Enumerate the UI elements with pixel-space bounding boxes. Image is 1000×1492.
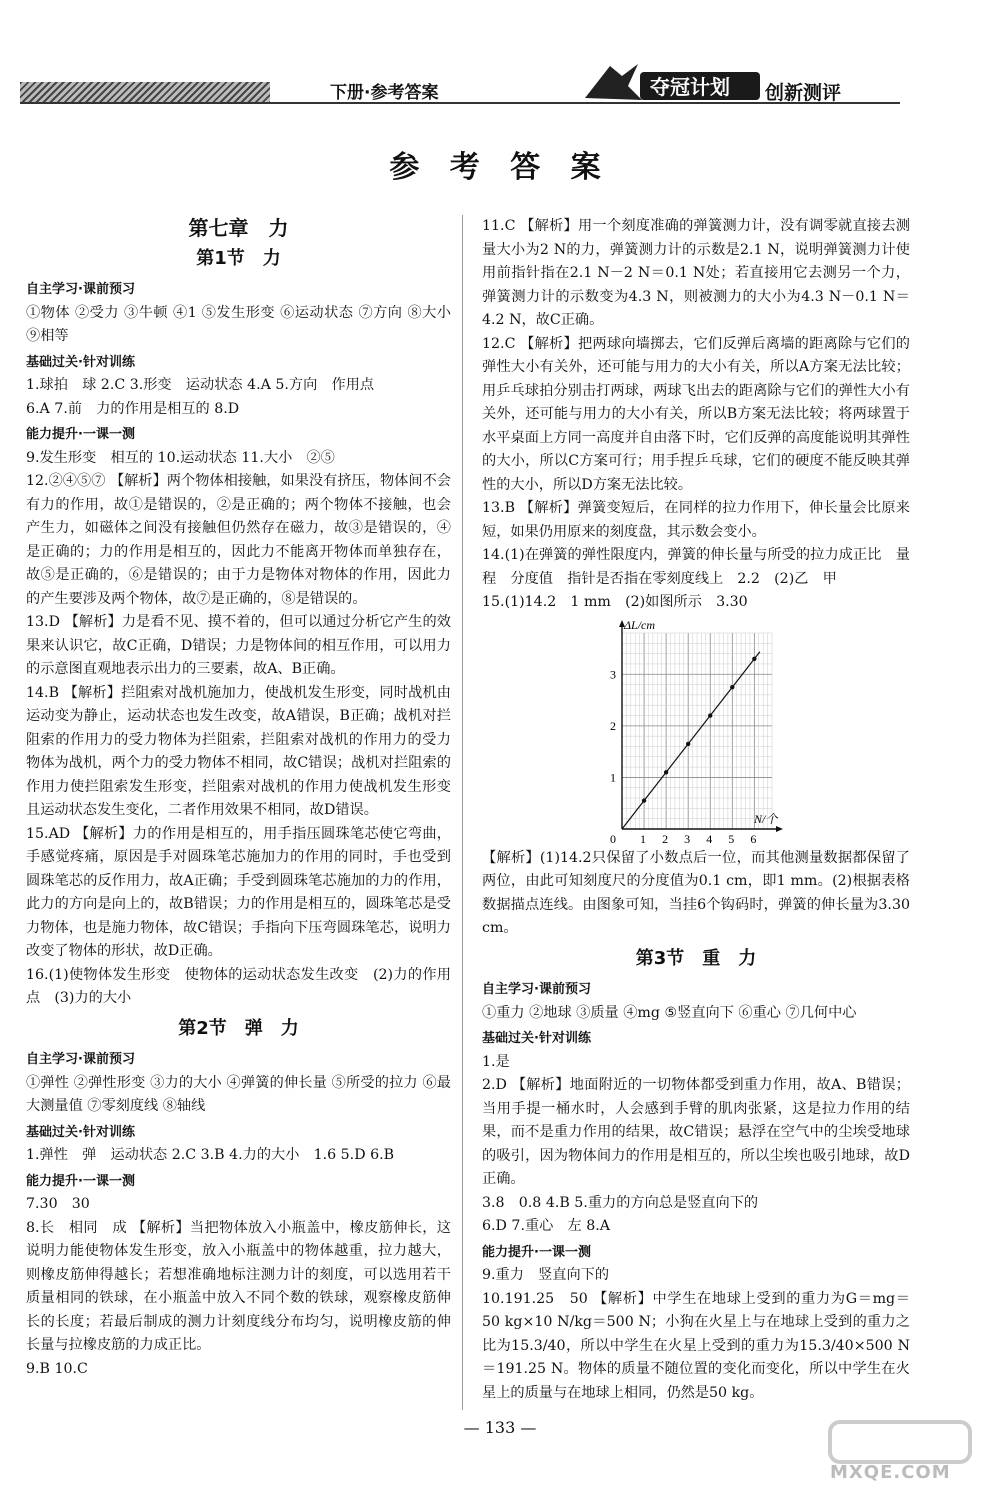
series-line	[622, 651, 760, 828]
answer-item: 8.长 相同 成 【解析】当把物体放入小瓶盖中，橡皮筋伸长，这说明力能使物体发生形变，放入小瓶盖中的物体越重，拉力越大，则橡皮筋伸得越长；若想准确地标注测力计的刻度，可以选用若干质量相同的铁球，在小瓶盖中放入不同个数的铁球，观察橡皮筋伸长的长度；若最后制成的测力计刻度线分布均匀，说明橡皮筋的伸长量与拉橡皮筋的力成正比。	[26, 1219, 451, 1353]
answer-item: 1.球拍 球 2.C 3.形变 运动状态 4.A 5.方向 作用点	[26, 377, 375, 393]
answer-item: 16.(1)使物体发生形变 使物体的运动状态发生改变 (2)力的作用点 (3)力的大小	[26, 966, 451, 1006]
subheading: 基础过关·针对训练	[26, 354, 135, 370]
answer-item: ①弹性 ②弹性形变 ③力的大小 ④弹簧的伸长量 ⑤所受的拉力 ⑥最大测量值 ⑦零刻度线 ⑧轴线	[26, 1074, 451, 1114]
chapter-title: 第七章 力	[188, 216, 289, 240]
answer-item: ①重力 ②地球 ③质量 ④mg ⑤竖直向下 ⑥重心 ⑦几何中心	[482, 1004, 857, 1021]
chart-svg	[602, 617, 792, 845]
data-point	[664, 770, 668, 774]
y-tick-label: 2	[610, 718, 616, 733]
x-tick-label: 6	[750, 831, 757, 845]
data-point	[708, 713, 712, 717]
answer-item: 6.D 7.重心 左 8.A	[482, 1218, 610, 1234]
header-center-text: 下册·参考答案	[330, 83, 439, 103]
svg-text:夺冠计划: 夺冠计划	[650, 75, 730, 99]
subheading: 基础过关·针对训练	[26, 1124, 135, 1140]
answer-item: 13.D 【解析】力是看不见、摸不着的，但可以通过分析它产生的效果来认识它，故C正确，D错误；力是物体间的相互作用，可以用力的示意图直观地表示出力的三要素，故A、B正确。	[26, 614, 451, 677]
data-point	[686, 741, 690, 745]
x-tick-label: 0	[610, 831, 616, 845]
y-tick-label: 3	[610, 666, 616, 681]
data-point	[642, 798, 646, 802]
subheading: 自主学习·课前预习	[26, 1052, 135, 1067]
brand-logo	[580, 60, 780, 104]
answer-item: 12.②④⑤⑦ 【解析】两个物体相接触，如果没有挤压，物体间不会有力的作用，故①是错误的，②是正确的；两个物体不接触，也会产生力，如磁体之间没有接触但仍然存在磁力，故③是错误的，④是正确的；力的作用是相互的，因此力不能离开物体而单独存在，故⑤是正确的，⑥是错误的；由于力是物体对物体的作用，因此力的产生要涉及两个物体，故⑦是正确的，⑧是错误的。	[26, 473, 451, 607]
answer-item: 10.191.25 50 【解析】中学生在地球上受到的重力为G＝mg＝50 kg×10 N/kg＝500 N；小狗在火星上与在地球上受到的重力之比为15.3/40，所以中学生在火星上受到的重力为15.3/40×500 N＝191.25 N。物体的质量不随位置的变化而变化，所以中学生在火星上的质量与在地球上相同，仍然是50 kg。	[482, 1290, 910, 1401]
spring-extension-graph	[602, 617, 792, 845]
answer-item: 2.D 【解析】地面附近的一切物体都受到重力作用，故A、B错误；当用手提一桶水时，人会感到手臂的肌肉张紧，这是拉力作用的结果，而不是重力作用的结果，故C错误；悬浮在空气中的尘埃受地球的吸引，因为物体间力的作用是相互的，所以尘埃也吸引地球，故D正确。	[482, 1077, 910, 1187]
subheading: 基础过关·针对训练	[482, 1031, 591, 1046]
answer-item: 15.AD 【解析】力的作用是相互的，用手指压圆珠笔芯使它弯曲，手感觉疼痛，原因是手对圆珠笔芯施加力的作用的同时，手也受到圆珠笔芯的反作用力，故A正确；手受到圆珠笔芯施加的力的作用，此力的方向是向上的，故B错误；力的作用是相互的，圆珠笔芯是受力物体，也是施力物体，故C错误；手指向下压弯圆珠笔芯，说明力改变了物体的形状，故D正确。	[26, 825, 451, 959]
x-tick-label: 5	[728, 831, 735, 845]
answer-item: 【解析】(1)14.2只保留了小数点后一位，而其他测量数据都保留了两位，由此可知刻度尺的分度值为0.1 cm，即1 mm。(2)根据表格数据描点连线。由图象可知，当挂6个钩码时，弹簧的伸长量为3.30 cm。	[482, 849, 910, 936]
answer-item: 12.C 【解析】把两球向墙掷去，它们反弹后离墙的距离除与它们的弹性大小有关外，还可能与用力的大小有关，所以A方案无法比较；用乒乓球拍分别击打两球，两球飞出去的距离除与它们的弹性大小有关外，还可能与用力的大小有关，所以B方案无法比较；将两球置于水平桌面上方同一高度并自由落下时，它们反弹的高度能说明其弹性的大小，所以C方案可行；用手捏乒乓球，它们的硬度不能反映其弹性的大小，所以D方案无法比较。	[482, 335, 910, 493]
subheading: 自主学习·课前预习	[26, 282, 135, 297]
answer-item: 14.(1)在弹簧的弹性限度内，弹簧的伸长量与所受的拉力成正比 量程 分度值 指针是否指在零刻度线上 2.2 (2)乙 甲	[482, 547, 910, 587]
page-title: 参 考 答 案	[389, 150, 611, 185]
answer-item: 13.B 【解析】弹簧变短后，在同样的拉力作用下，伸长量会比原来短，如果仍用原来的刻度盘，其示数会变小。	[482, 500, 910, 540]
answer-item: 7.30 30	[26, 1196, 90, 1212]
x-tick-label: 3	[684, 831, 691, 845]
answer-item: 1.弹性 弹 运动状态 2.C 3.B 4.力的大小 1.6 5.D 6.B	[26, 1147, 395, 1163]
answer-item: ①物体 ②受力 ③牛顿 ④1 ⑤发生形变 ⑥运动状态 ⑦方向 ⑧大小 ⑨相等	[26, 304, 451, 344]
answer-item: 9.发生形变 相互的 10.运动状态 11.大小 ②⑤	[26, 449, 335, 466]
watermark-text: MXQE.COM	[830, 1462, 951, 1483]
answer-item: 6.A 7.前 力的作用是相互的 8.D	[26, 400, 240, 417]
section-1-title: 第1节 力	[196, 247, 281, 269]
page-number: — 133 —	[463, 1418, 537, 1437]
subheading: 自主学习·课前预习	[482, 982, 591, 997]
left-column	[26, 215, 451, 1381]
y-axis-label: ΔL/cm	[624, 617, 656, 632]
right-column	[482, 215, 910, 1405]
section-2-title: 第2节 弹 力	[178, 1017, 299, 1039]
x-axis-arrow	[776, 826, 783, 832]
subheading: 能力提升·一课一测	[26, 1173, 135, 1189]
x-tick-label: 4	[706, 831, 713, 845]
x-tick-label: 2	[662, 831, 669, 845]
answer-item: 3.8 0.8 4.B 5.重力的方向总是竖直向下的	[482, 1194, 759, 1211]
answer-item: 15.(1)14.2 1 mm (2)如图所示 3.30	[482, 594, 748, 610]
answer-item: 1.是	[482, 1053, 510, 1070]
answer-item: 11.C 【解析】用一个刻度准确的弹簧测力计，没有调零就直接去测量大小为2 N的力，弹簧测力计的示数是2.1 N，说明弹簧测力计使用前指针指在2.1 N－2 N＝0.1 N处；若直接用它去测另一个力，弹簧测力计的示数变为4.3 N，则被测力的大小为4.3 N－0.1 N＝4.2 N，故C正确。	[482, 218, 910, 328]
y-tick-label: 1	[610, 769, 616, 784]
brand-name: 创新测评	[765, 82, 842, 104]
subheading: 能力提升·一课一测	[482, 1244, 591, 1260]
section-3-title: 第3节 重 力	[635, 947, 757, 969]
x-tick-label: 1	[640, 831, 647, 845]
column-divider	[462, 215, 463, 1410]
x-axis-label: N/个	[754, 811, 778, 826]
data-point	[752, 656, 756, 660]
data-point	[730, 684, 734, 688]
subheading: 能力提升·一课一测	[26, 427, 135, 442]
header-decor-strip	[20, 82, 270, 104]
answer-item: 9.B 10.C	[26, 1360, 88, 1377]
answer-item: 9.重力 竖直向下的	[482, 1267, 610, 1283]
answer-item: 14.B 【解析】拦阻索对战机施加力，使战机发生形变，同时战机由运动变为静止，运动状态也发生改变，故A错误，B正确；战机对拦阻索的作用力的受力物体为拦阻索，拦阻索对战机的作用力的受力物体为战机，两个力的受力物体不相同，故C错误；战机对拦阻索的作用力使拦阻索发生形变，拦阻索对战机的作用力使战机发生形变且运动状态发生变化，二者作用效果不相同，故D错误。	[26, 684, 451, 818]
